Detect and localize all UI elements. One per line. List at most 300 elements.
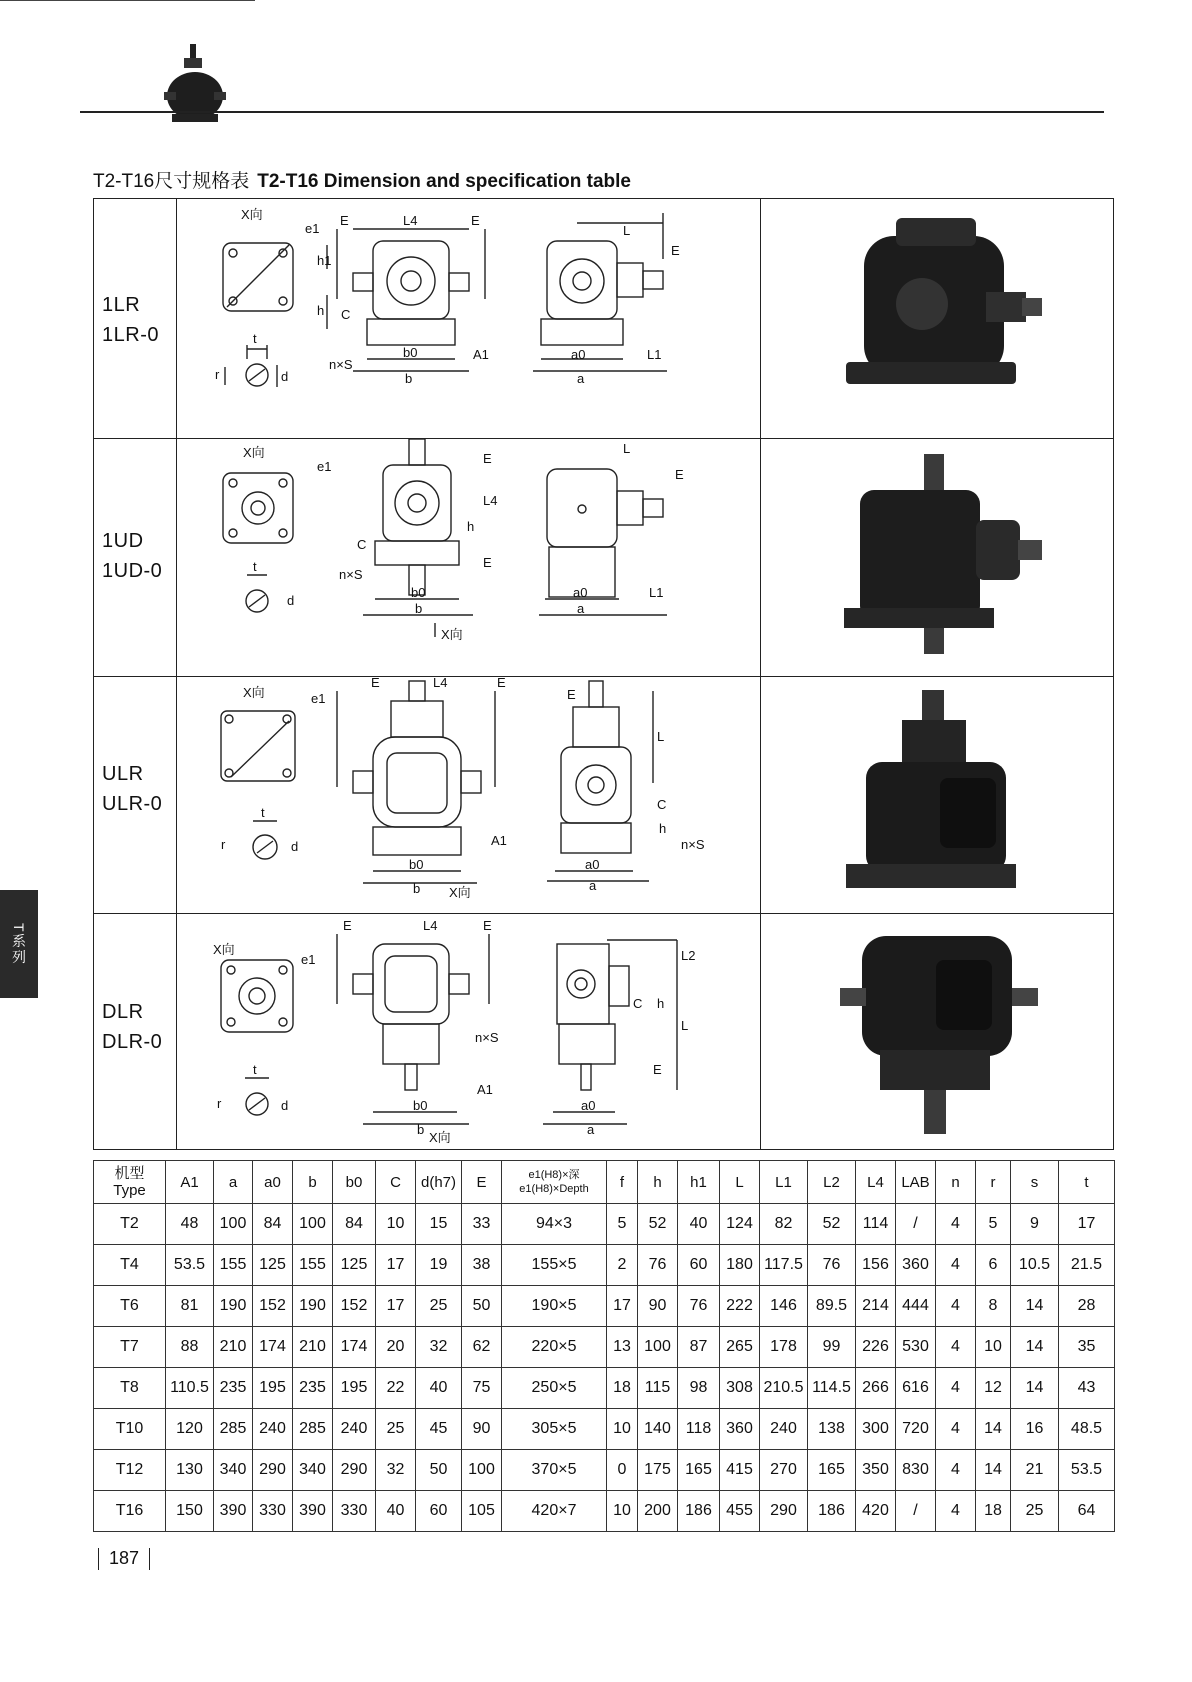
label-A1: A1 bbox=[477, 1082, 493, 1097]
table-cell: 32 bbox=[416, 1327, 462, 1368]
table-cell: 270 bbox=[760, 1450, 808, 1491]
label-d: d bbox=[281, 1098, 289, 1113]
table-cell: 10 bbox=[976, 1327, 1011, 1368]
label-e1: e1 bbox=[317, 459, 332, 474]
table-cell: 720 bbox=[896, 1409, 936, 1450]
label-a: a bbox=[577, 601, 585, 616]
table-cell: 290 bbox=[253, 1450, 293, 1491]
table-cell: 60 bbox=[416, 1491, 462, 1532]
col-header-r: r bbox=[976, 1161, 1011, 1204]
label-x-view: X向 bbox=[243, 445, 265, 460]
table-cell: 266 bbox=[856, 1368, 896, 1409]
frame-divider-photo bbox=[760, 198, 761, 1150]
table-cell: 120 bbox=[166, 1409, 214, 1450]
label-E: E bbox=[471, 213, 480, 228]
table-cell: 9 bbox=[1011, 1204, 1059, 1245]
table-cell: 340 bbox=[293, 1450, 333, 1491]
label-h: h bbox=[659, 821, 667, 836]
page-title-zh: T2-T16尺寸规格表 bbox=[93, 171, 250, 192]
label-h1: h1 bbox=[317, 253, 332, 268]
table-cell: 455 bbox=[720, 1491, 760, 1532]
table-row bbox=[94, 1409, 1115, 1450]
type-label-dlr bbox=[102, 997, 162, 1057]
label-L2: L2 bbox=[681, 948, 696, 963]
col-header-l: L bbox=[720, 1161, 760, 1204]
col-header-e1: e1(H8)×深 e1(H8)×Depth bbox=[502, 1161, 607, 1204]
label-L: L bbox=[623, 223, 631, 238]
table-cell: 330 bbox=[253, 1491, 293, 1532]
drawing-1ud bbox=[177, 439, 759, 675]
table-cell: 830 bbox=[896, 1450, 936, 1491]
label-d: d bbox=[281, 369, 289, 384]
table-cell: 25 bbox=[1011, 1491, 1059, 1532]
table-cell: 48.5 bbox=[1059, 1409, 1115, 1450]
table-cell: 50 bbox=[416, 1450, 462, 1491]
table-cell: 114.5 bbox=[808, 1368, 856, 1409]
table-cell: 305×5 bbox=[502, 1409, 607, 1450]
table-cell: 444 bbox=[896, 1286, 936, 1327]
type-label-1lr bbox=[102, 290, 159, 350]
table-cell: T10 bbox=[94, 1409, 166, 1450]
label-A1: A1 bbox=[473, 347, 489, 362]
label-L4: L4 bbox=[433, 677, 448, 690]
table-cell: 45 bbox=[416, 1409, 462, 1450]
table-cell: 25 bbox=[376, 1409, 416, 1450]
label-x-view: X向 bbox=[429, 1130, 451, 1145]
gearbox-photo-1ud bbox=[826, 450, 1046, 660]
label-E: E bbox=[483, 451, 492, 466]
page-title bbox=[93, 166, 631, 193]
table-cell: 420 bbox=[856, 1491, 896, 1532]
table-cell: T16 bbox=[94, 1491, 166, 1532]
label-A1: A1 bbox=[491, 833, 507, 848]
label-a: a bbox=[589, 878, 597, 893]
table-cell: 84 bbox=[333, 1204, 376, 1245]
label-E: E bbox=[340, 213, 349, 228]
table-cell: 40 bbox=[678, 1204, 720, 1245]
table-cell: 110.5 bbox=[166, 1368, 214, 1409]
table-row bbox=[94, 1245, 1115, 1286]
label-L4: L4 bbox=[403, 213, 418, 228]
table-cell: 100 bbox=[214, 1204, 253, 1245]
table-cell: 12 bbox=[976, 1368, 1011, 1409]
table-cell: 21 bbox=[1011, 1450, 1059, 1491]
table-cell: 22 bbox=[376, 1368, 416, 1409]
table-cell: 220×5 bbox=[502, 1327, 607, 1368]
header-rule bbox=[80, 111, 1104, 113]
col-header-h1: h1 bbox=[678, 1161, 720, 1204]
table-cell: 156 bbox=[856, 1245, 896, 1286]
table-cell: 150 bbox=[166, 1491, 214, 1532]
table-cell: 155 bbox=[293, 1245, 333, 1286]
table-cell: 226 bbox=[856, 1327, 896, 1368]
label-a0: a0 bbox=[585, 857, 600, 872]
label-b0: b0 bbox=[411, 585, 426, 600]
col-header-f: f bbox=[607, 1161, 638, 1204]
table-cell: 5 bbox=[976, 1204, 1011, 1245]
table-cell: / bbox=[896, 1204, 936, 1245]
table-cell: 210.5 bbox=[760, 1368, 808, 1409]
table-cell: 114 bbox=[856, 1204, 896, 1245]
table-cell: 90 bbox=[638, 1286, 678, 1327]
label-nxS: n×S bbox=[339, 567, 363, 582]
table-cell: T6 bbox=[94, 1286, 166, 1327]
table-cell: 195 bbox=[253, 1368, 293, 1409]
label-d: d bbox=[291, 839, 299, 854]
table-cell: 0 bbox=[607, 1450, 638, 1491]
table-row bbox=[94, 1327, 1115, 1368]
table-cell: 105 bbox=[462, 1491, 502, 1532]
table-cell: 82 bbox=[760, 1204, 808, 1245]
table-cell: / bbox=[896, 1491, 936, 1532]
table-cell: 19 bbox=[416, 1245, 462, 1286]
page-number-bar bbox=[98, 1548, 99, 1570]
table-cell: 222 bbox=[720, 1286, 760, 1327]
table-cell: 4 bbox=[936, 1450, 976, 1491]
table-cell: 18 bbox=[976, 1491, 1011, 1532]
table-cell: T7 bbox=[94, 1327, 166, 1368]
gearbox-photo-dlr bbox=[826, 924, 1046, 1138]
table-cell: 62 bbox=[462, 1327, 502, 1368]
table-cell: 350 bbox=[856, 1450, 896, 1491]
table-cell: 265 bbox=[720, 1327, 760, 1368]
table-cell: 10.5 bbox=[1011, 1245, 1059, 1286]
label-C: C bbox=[657, 797, 667, 812]
table-cell: 4 bbox=[936, 1204, 976, 1245]
table-cell: 50 bbox=[462, 1286, 502, 1327]
table-cell: 415 bbox=[720, 1450, 760, 1491]
table-cell: 290 bbox=[333, 1450, 376, 1491]
table-cell: 20 bbox=[376, 1327, 416, 1368]
table-cell: 240 bbox=[760, 1409, 808, 1450]
table-cell: 290 bbox=[760, 1491, 808, 1532]
col-header-b: b bbox=[293, 1161, 333, 1204]
table-cell: 52 bbox=[638, 1204, 678, 1245]
table-cell: 40 bbox=[416, 1368, 462, 1409]
table-cell: 89.5 bbox=[808, 1286, 856, 1327]
table-cell: 14 bbox=[976, 1409, 1011, 1450]
table-cell: 235 bbox=[214, 1368, 253, 1409]
type-name: ULR bbox=[102, 763, 144, 785]
table-cell: 76 bbox=[808, 1245, 856, 1286]
table-cell: 124 bbox=[720, 1204, 760, 1245]
page-number bbox=[88, 1548, 160, 1570]
label-E: E bbox=[483, 918, 492, 933]
table-cell: 174 bbox=[333, 1327, 376, 1368]
table-cell: 214 bbox=[856, 1286, 896, 1327]
table-cell: 13 bbox=[607, 1327, 638, 1368]
table-cell: 21.5 bbox=[1059, 1245, 1115, 1286]
table-cell: 195 bbox=[333, 1368, 376, 1409]
col-header-l4: L4 bbox=[856, 1161, 896, 1204]
label-E: E bbox=[343, 918, 352, 933]
table-cell: 340 bbox=[214, 1450, 253, 1491]
col-header-c: C bbox=[376, 1161, 416, 1204]
table-cell: 100 bbox=[462, 1450, 502, 1491]
table-cell: 4 bbox=[936, 1286, 976, 1327]
label-a0: a0 bbox=[581, 1098, 596, 1113]
label-L1: L1 bbox=[649, 585, 664, 600]
table-cell: 240 bbox=[333, 1409, 376, 1450]
table-cell: 240 bbox=[253, 1409, 293, 1450]
label-t: t bbox=[253, 331, 257, 346]
table-cell: 360 bbox=[720, 1409, 760, 1450]
col-header-a1: A1 bbox=[166, 1161, 214, 1204]
table-cell: 138 bbox=[808, 1409, 856, 1450]
label-d: d bbox=[287, 593, 295, 608]
label-E: E bbox=[675, 467, 684, 482]
label-b: b bbox=[415, 601, 423, 616]
table-cell: 300 bbox=[856, 1409, 896, 1450]
table-cell: 178 bbox=[760, 1327, 808, 1368]
table-cell: 175 bbox=[638, 1450, 678, 1491]
label-x-view: X向 bbox=[241, 207, 263, 222]
table-cell: 14 bbox=[1011, 1286, 1059, 1327]
table-cell: 16 bbox=[1011, 1409, 1059, 1450]
label-L4: L4 bbox=[423, 918, 438, 933]
label-b: b bbox=[417, 1122, 425, 1137]
label-r: r bbox=[221, 837, 226, 852]
table-cell: 4 bbox=[936, 1491, 976, 1532]
table-cell: 17 bbox=[607, 1286, 638, 1327]
table-cell: 117.5 bbox=[760, 1245, 808, 1286]
table-cell: 165 bbox=[808, 1450, 856, 1491]
table-cell: 190 bbox=[293, 1286, 333, 1327]
table-cell: 4 bbox=[936, 1327, 976, 1368]
table-cell: 210 bbox=[214, 1327, 253, 1368]
label-C: C bbox=[633, 996, 643, 1011]
table-cell: T4 bbox=[94, 1245, 166, 1286]
table-cell: 330 bbox=[333, 1491, 376, 1532]
table-cell: 40 bbox=[376, 1491, 416, 1532]
type-name: 1UD bbox=[102, 530, 144, 552]
label-L: L bbox=[623, 441, 631, 456]
table-cell: 2 bbox=[607, 1245, 638, 1286]
gearbox-photo-ulr bbox=[826, 686, 1046, 898]
label-e1: e1 bbox=[305, 221, 320, 236]
table-cell: 118 bbox=[678, 1409, 720, 1450]
table-cell: T12 bbox=[94, 1450, 166, 1491]
table-cell: 53.5 bbox=[166, 1245, 214, 1286]
type-name: 1LR-0 bbox=[102, 324, 159, 346]
type-name: 1LR bbox=[102, 294, 141, 316]
series-side-tab-label: T系列 bbox=[11, 922, 27, 966]
table-cell: 186 bbox=[808, 1491, 856, 1532]
table-row bbox=[94, 1368, 1115, 1409]
table-cell: 17 bbox=[1059, 1204, 1115, 1245]
table-cell: 38 bbox=[462, 1245, 502, 1286]
page-title-en: T2-T16 Dimension and specification table bbox=[257, 171, 631, 192]
table-cell: 190 bbox=[214, 1286, 253, 1327]
table-cell: 125 bbox=[253, 1245, 293, 1286]
label-a0: a0 bbox=[573, 585, 588, 600]
col-header-e: E bbox=[462, 1161, 502, 1204]
spec-table-header-row bbox=[94, 1161, 1115, 1204]
table-cell: 52 bbox=[808, 1204, 856, 1245]
table-cell: 43 bbox=[1059, 1368, 1115, 1409]
table-cell: 390 bbox=[293, 1491, 333, 1532]
table-cell: 94×3 bbox=[502, 1204, 607, 1245]
table-cell: 5 bbox=[607, 1204, 638, 1245]
label-h: h bbox=[317, 303, 325, 318]
label-h: h bbox=[467, 519, 475, 534]
label-b: b bbox=[413, 881, 421, 896]
table-cell: 88 bbox=[166, 1327, 214, 1368]
table-cell: 10 bbox=[607, 1491, 638, 1532]
col-header-a: a bbox=[214, 1161, 253, 1204]
table-cell: 15 bbox=[416, 1204, 462, 1245]
label-L4: L4 bbox=[483, 493, 498, 508]
col-header-s: s bbox=[1011, 1161, 1059, 1204]
label-b0: b0 bbox=[409, 857, 424, 872]
label-x-view: X向 bbox=[213, 942, 235, 957]
label-e1: e1 bbox=[311, 691, 326, 706]
gearbox-photo-1lr bbox=[826, 212, 1046, 398]
series-side-tab bbox=[0, 890, 38, 998]
label-E: E bbox=[371, 677, 380, 690]
page-number-bar bbox=[149, 1548, 150, 1570]
table-row bbox=[94, 1450, 1115, 1491]
table-cell: 99 bbox=[808, 1327, 856, 1368]
drawing-ulr bbox=[177, 677, 759, 912]
table-cell: 190×5 bbox=[502, 1286, 607, 1327]
table-cell: 180 bbox=[720, 1245, 760, 1286]
table-cell: T8 bbox=[94, 1368, 166, 1409]
table-cell: 14 bbox=[976, 1450, 1011, 1491]
type-name: DLR-0 bbox=[102, 1031, 163, 1053]
table-cell: 4 bbox=[936, 1245, 976, 1286]
type-name: 1UD-0 bbox=[102, 560, 163, 582]
type-label-1ud bbox=[102, 526, 162, 586]
col-header-t: t bbox=[1059, 1161, 1115, 1204]
label-C: C bbox=[357, 537, 367, 552]
table-cell: 4 bbox=[936, 1409, 976, 1450]
label-E: E bbox=[653, 1062, 662, 1077]
table-cell: 155 bbox=[214, 1245, 253, 1286]
drawing-dlr bbox=[177, 914, 759, 1149]
table-cell: 8 bbox=[976, 1286, 1011, 1327]
label-L: L bbox=[657, 729, 665, 744]
table-cell: 53.5 bbox=[1059, 1450, 1115, 1491]
table-cell: 174 bbox=[253, 1327, 293, 1368]
table-cell: 84 bbox=[253, 1204, 293, 1245]
table-cell: 17 bbox=[376, 1245, 416, 1286]
label-E: E bbox=[483, 555, 492, 570]
col-header-h: h bbox=[638, 1161, 678, 1204]
table-row bbox=[94, 1491, 1115, 1532]
label-t: t bbox=[253, 559, 257, 574]
label-nxS: n×S bbox=[475, 1030, 499, 1045]
label-h: h bbox=[657, 996, 665, 1011]
table-cell: 10 bbox=[376, 1204, 416, 1245]
table-cell: 18 bbox=[607, 1368, 638, 1409]
table-cell: 152 bbox=[253, 1286, 293, 1327]
label-t: t bbox=[253, 1062, 257, 1077]
col-header-b0: b0 bbox=[333, 1161, 376, 1204]
label-L: L bbox=[681, 1018, 689, 1033]
table-cell: 32 bbox=[376, 1450, 416, 1491]
table-row bbox=[94, 1286, 1115, 1327]
table-cell: 10 bbox=[607, 1409, 638, 1450]
table-cell: T2 bbox=[94, 1204, 166, 1245]
table-cell: 285 bbox=[214, 1409, 253, 1450]
label-E: E bbox=[567, 687, 576, 702]
label-L1: L1 bbox=[647, 347, 662, 362]
table-cell: 14 bbox=[1011, 1368, 1059, 1409]
page-number-text: 187 bbox=[109, 1548, 140, 1568]
table-cell: 360 bbox=[896, 1245, 936, 1286]
table-cell: 370×5 bbox=[502, 1450, 607, 1491]
col-header-a0: a0 bbox=[253, 1161, 293, 1204]
table-cell: 140 bbox=[638, 1409, 678, 1450]
table-cell: 98 bbox=[678, 1368, 720, 1409]
col-header-lab: LAB bbox=[896, 1161, 936, 1204]
label-t: t bbox=[261, 805, 265, 820]
label-b0: b0 bbox=[413, 1098, 428, 1113]
table-cell: 87 bbox=[678, 1327, 720, 1368]
col-header-type: 机型 Type bbox=[94, 1161, 166, 1204]
col-header-n: n bbox=[936, 1161, 976, 1204]
col-header-l2: L2 bbox=[808, 1161, 856, 1204]
table-cell: 100 bbox=[638, 1327, 678, 1368]
table-cell: 48 bbox=[166, 1204, 214, 1245]
table-cell: 210 bbox=[293, 1327, 333, 1368]
label-a: a bbox=[577, 371, 585, 386]
table-cell: 60 bbox=[678, 1245, 720, 1286]
table-cell: 35 bbox=[1059, 1327, 1115, 1368]
label-r: r bbox=[217, 1096, 222, 1111]
table-cell: 200 bbox=[638, 1491, 678, 1532]
label-b: b bbox=[405, 371, 413, 386]
table-cell: 285 bbox=[293, 1409, 333, 1450]
col-header-l1: L1 bbox=[760, 1161, 808, 1204]
table-cell: 308 bbox=[720, 1368, 760, 1409]
table-cell: 25 bbox=[416, 1286, 462, 1327]
table-cell: 250×5 bbox=[502, 1368, 607, 1409]
table-cell: 33 bbox=[462, 1204, 502, 1245]
table-cell: 6 bbox=[976, 1245, 1011, 1286]
table-cell: 14 bbox=[1011, 1327, 1059, 1368]
type-label-ulr bbox=[102, 759, 162, 819]
table-cell: 420×7 bbox=[502, 1491, 607, 1532]
label-a: a bbox=[587, 1122, 595, 1137]
table-cell: 76 bbox=[678, 1286, 720, 1327]
table-cell: 100 bbox=[293, 1204, 333, 1245]
table-cell: 390 bbox=[214, 1491, 253, 1532]
type-name: ULR-0 bbox=[102, 793, 163, 815]
table-cell: 115 bbox=[638, 1368, 678, 1409]
table-cell: 28 bbox=[1059, 1286, 1115, 1327]
label-x-view: X向 bbox=[243, 685, 265, 700]
table-cell: 81 bbox=[166, 1286, 214, 1327]
table-cell: 186 bbox=[678, 1491, 720, 1532]
table-cell: 130 bbox=[166, 1450, 214, 1491]
table-cell: 4 bbox=[936, 1368, 976, 1409]
label-nxS: n×S bbox=[329, 357, 353, 372]
table-cell: 235 bbox=[293, 1368, 333, 1409]
table-cell: 64 bbox=[1059, 1491, 1115, 1532]
table-cell: 17 bbox=[376, 1286, 416, 1327]
table-cell: 616 bbox=[896, 1368, 936, 1409]
label-E: E bbox=[671, 243, 680, 258]
table-cell: 530 bbox=[896, 1327, 936, 1368]
label-b0: b0 bbox=[403, 345, 418, 360]
type-name: DLR bbox=[102, 1001, 144, 1023]
label-r: r bbox=[215, 367, 220, 382]
drawing-1lr bbox=[177, 199, 759, 437]
table-cell: 155×5 bbox=[502, 1245, 607, 1286]
spec-table bbox=[93, 1160, 1115, 1532]
